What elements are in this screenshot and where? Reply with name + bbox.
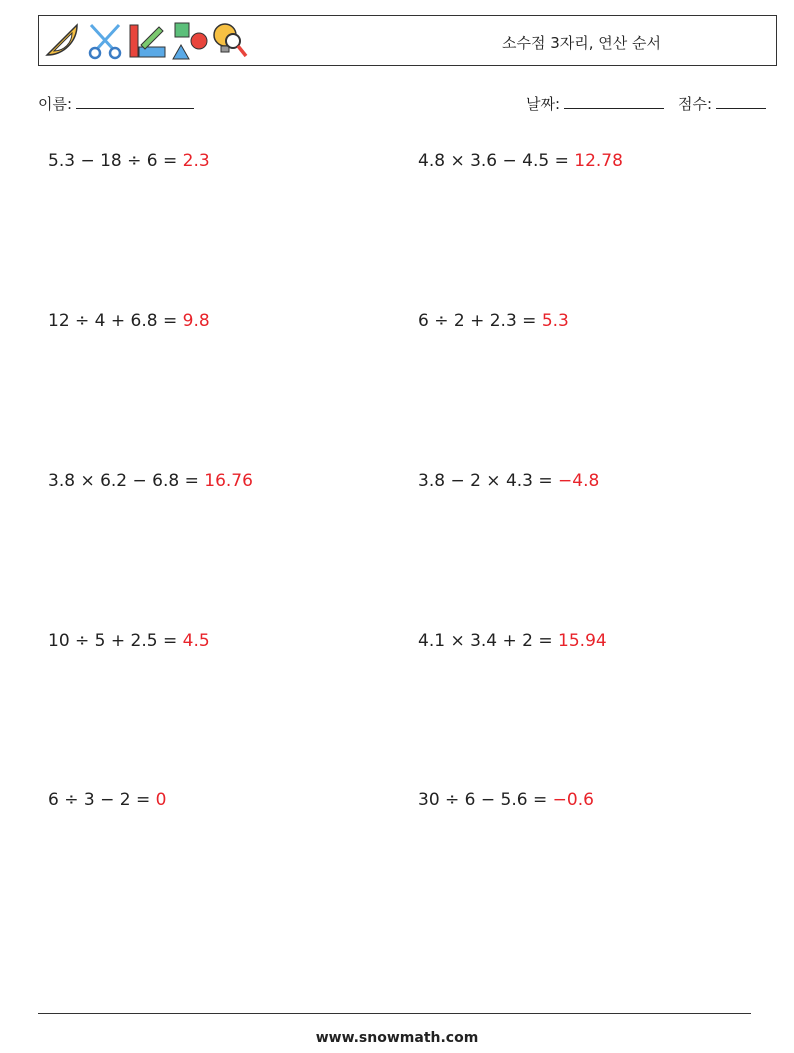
problem-2 xyxy=(418,151,623,171)
problem-8 xyxy=(418,631,607,651)
name-field xyxy=(38,93,194,114)
ruler-pencil-icon xyxy=(127,21,167,61)
problem-expression: 3.8 × 6.2 − 6.8 = xyxy=(48,471,205,491)
problem-7 xyxy=(48,631,210,651)
problem-expression: 4.8 × 3.6 − 4.5 = xyxy=(418,151,575,171)
name-label: 이름: xyxy=(38,95,73,113)
problem-1 xyxy=(48,151,210,171)
problem-expression: 3.8 − 2 × 4.3 = xyxy=(418,471,559,491)
problem-10 xyxy=(418,790,594,810)
scissors-icon xyxy=(85,21,125,61)
problem-5 xyxy=(48,471,253,491)
shapes-icon xyxy=(169,21,209,61)
problem-answer: 16.76 xyxy=(204,471,253,491)
problem-answer: 12.78 xyxy=(574,151,623,171)
problem-answer: 5.3 xyxy=(541,311,569,331)
problem-expression: 4.1 × 3.4 + 2 = xyxy=(418,631,559,651)
problem-6 xyxy=(418,471,599,491)
problem-answer: 9.8 xyxy=(182,311,210,331)
problem-answer: −4.8 xyxy=(558,471,600,491)
worksheet-title: 소수점 3자리, 연산 순서 xyxy=(502,34,662,52)
problem-answer: 4.5 xyxy=(182,631,210,651)
date-label: 날짜: xyxy=(526,95,561,113)
protractor-icon xyxy=(43,21,83,61)
problem-expression: 10 ÷ 5 + 2.5 = xyxy=(48,631,183,651)
score-blank[interactable] xyxy=(716,94,766,109)
date-field xyxy=(526,93,664,114)
problem-answer: 15.94 xyxy=(558,631,607,651)
problem-expression: 12 ÷ 4 + 6.8 = xyxy=(48,311,183,331)
score-label: 점수: xyxy=(678,95,713,113)
problem-expression: 6 ÷ 3 − 2 = xyxy=(48,790,156,810)
problem-9 xyxy=(48,790,166,810)
lightbulb-magnifier-icon xyxy=(211,21,251,61)
problem-expression: 6 ÷ 2 + 2.3 = xyxy=(418,311,542,331)
problem-answer: 2.3 xyxy=(182,151,210,171)
date-blank[interactable] xyxy=(564,94,664,109)
score-field xyxy=(678,93,766,114)
problem-3 xyxy=(48,311,210,331)
problem-answer: 0 xyxy=(155,790,167,810)
problem-expression: 5.3 − 18 ÷ 6 = xyxy=(48,151,183,171)
footer-divider xyxy=(38,1013,751,1014)
name-blank[interactable] xyxy=(76,94,194,109)
problem-4 xyxy=(418,311,569,331)
footer-url[interactable]: www.snowmath.com xyxy=(315,1030,479,1046)
header-box xyxy=(38,15,777,66)
problem-answer: −0.6 xyxy=(552,790,594,810)
header-icons xyxy=(43,20,251,62)
problem-expression: 30 ÷ 6 − 5.6 = xyxy=(418,790,553,810)
